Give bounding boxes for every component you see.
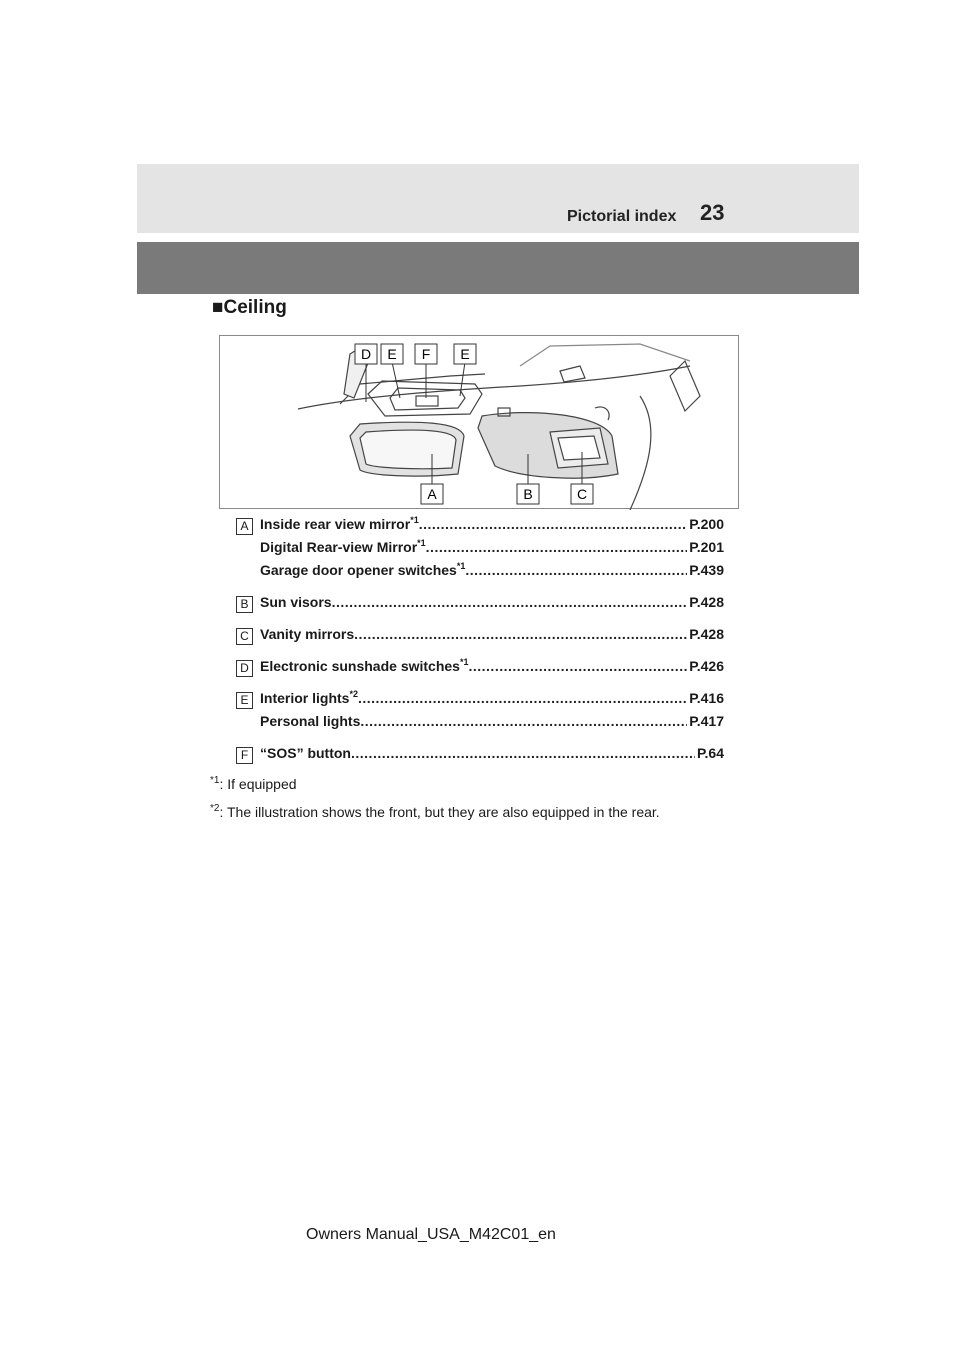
entry-line[interactable] xyxy=(260,626,724,649)
header-band xyxy=(137,164,859,233)
entry-label xyxy=(260,713,360,729)
page-reference[interactable]: P.200 xyxy=(689,516,724,532)
footnote-text: : The illustration shows the front, but they are also equipped in the rear. xyxy=(219,804,660,820)
entry-text: Electronic sunshade switches xyxy=(260,658,460,674)
entry-label xyxy=(260,658,468,674)
entry-gap xyxy=(236,617,724,626)
dot-leader xyxy=(468,658,687,674)
footnote xyxy=(210,804,770,820)
chapter-bar xyxy=(137,242,859,294)
entry-letter-box: E xyxy=(236,692,253,709)
dot-leader xyxy=(426,539,688,555)
callout-d: D xyxy=(360,346,372,362)
entry-letter-box: C xyxy=(236,628,253,645)
footnote-text: : If equipped xyxy=(219,776,297,792)
entry-text: Interior lights xyxy=(260,690,350,706)
callout-e-2: E xyxy=(460,346,470,362)
entry-line[interactable] xyxy=(260,594,724,617)
index-entry-c xyxy=(236,626,724,649)
entry-letter-box: B xyxy=(236,596,253,613)
footnote xyxy=(210,776,770,792)
entry-letter-box: D xyxy=(236,660,253,677)
callout-c: C xyxy=(576,486,588,502)
section-title: ■Ceiling xyxy=(212,297,287,318)
dot-leader xyxy=(360,713,687,729)
index-entry-b xyxy=(236,594,724,617)
entry-text: Personal lights xyxy=(260,713,361,729)
callout-a: A xyxy=(427,486,437,502)
entry-label xyxy=(260,626,354,642)
index-entry-f xyxy=(236,745,724,768)
page-number: 23 xyxy=(700,200,725,225)
entry-letter-box: F xyxy=(236,747,253,764)
entry-gap xyxy=(236,649,724,658)
entry-gap xyxy=(236,681,724,690)
page-reference[interactable]: P.439 xyxy=(689,562,724,578)
entry-line[interactable] xyxy=(260,658,724,681)
header-title: Pictorial index xyxy=(567,208,677,225)
footnote-ref: *2 xyxy=(349,689,358,699)
entry-label xyxy=(260,562,465,578)
entry-text: Garage door opener switches xyxy=(260,562,457,578)
page-reference[interactable]: P.416 xyxy=(689,690,724,706)
entry-line[interactable] xyxy=(260,745,724,768)
index-entry-d xyxy=(236,658,724,681)
dot-leader xyxy=(354,626,687,642)
dot-leader xyxy=(419,516,688,532)
dot-leader xyxy=(351,745,695,761)
entry-line[interactable] xyxy=(260,562,724,585)
callout-f: F xyxy=(421,346,431,362)
entry-letter-box: A xyxy=(236,518,253,535)
dot-leader xyxy=(332,594,688,610)
entry-text: Inside rear view mirror xyxy=(260,516,411,532)
page-reference[interactable]: P.428 xyxy=(689,594,724,610)
footnote-ref: *1 xyxy=(410,515,419,525)
entry-label xyxy=(260,745,351,761)
entry-text: Digital Rear-view Mirror xyxy=(260,539,418,555)
footnotes xyxy=(210,776,770,832)
entry-text: Sun visors xyxy=(260,594,332,610)
entry-line[interactable] xyxy=(260,516,724,539)
index-entry-e xyxy=(236,690,724,736)
callout-e: E xyxy=(387,346,397,362)
page-reference[interactable]: P.428 xyxy=(689,626,724,642)
callout-b: B xyxy=(523,486,533,502)
ceiling-drawing xyxy=(220,336,740,510)
entry-label xyxy=(260,690,358,706)
entry-label xyxy=(260,594,332,610)
index-entry-a xyxy=(236,516,724,585)
footer-text: Owners Manual_USA_M42C01_en xyxy=(306,1226,556,1243)
entry-text: Vanity mirrors xyxy=(260,626,355,642)
footnote-ref: *1 xyxy=(459,657,469,667)
dot-leader xyxy=(358,690,687,706)
ceiling-illustration xyxy=(219,335,739,509)
footnote-mark: *2 xyxy=(210,803,220,814)
page-reference[interactable]: P.417 xyxy=(689,713,724,729)
entry-gap xyxy=(236,736,724,745)
dot-leader xyxy=(465,562,687,578)
footnote-ref: *1 xyxy=(456,561,466,571)
entry-label xyxy=(260,516,419,532)
entry-line[interactable] xyxy=(260,690,724,713)
footnote-mark: *1 xyxy=(210,775,220,786)
page-reference[interactable]: P.426 xyxy=(689,658,724,674)
page-reference[interactable]: P.201 xyxy=(689,539,724,555)
entry-text: “SOS” button xyxy=(260,745,351,761)
page-reference[interactable]: P.64 xyxy=(697,745,724,761)
footnote-ref: *1 xyxy=(417,538,426,548)
entry-gap xyxy=(236,585,724,594)
entry-label xyxy=(260,539,426,555)
entry-line[interactable] xyxy=(260,713,724,736)
index-entries xyxy=(236,516,724,768)
entry-line[interactable] xyxy=(260,539,724,562)
